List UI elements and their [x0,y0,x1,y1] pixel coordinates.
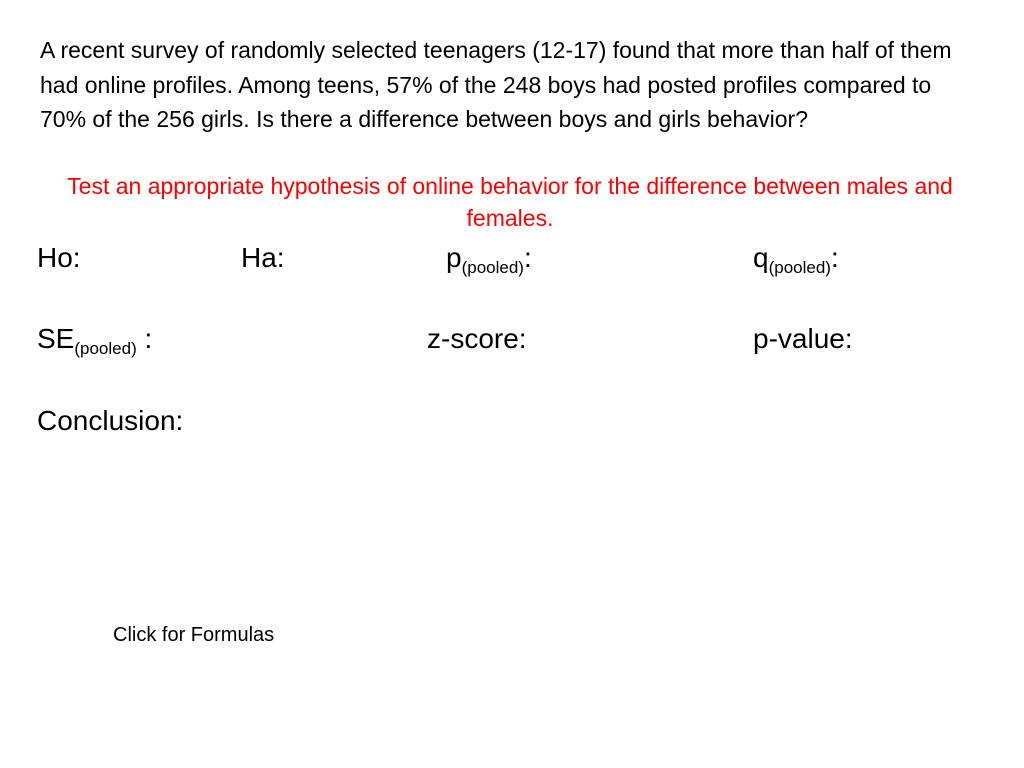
p-pooled-subscript: (pooled) [461,258,524,277]
click-for-formulas-link[interactable]: Click for Formulas [113,624,275,646]
ha-label: Ha: [241,242,285,273]
ho-label: Ho: [37,242,81,273]
problem-statement: A recent survey of randomly selected teenagers (12-17) found that more than half of them had online profiles. Among teens, 57% of the 248 boys had posted profiles compared to 70% of the 256 girls. Is there a difference between boys and girls behavior? [40,37,952,132]
se-pooled-label [37,322,152,356]
task-instruction: Test an appropriate hypothesis of online behavior for the difference between males and females. [67,173,953,231]
z-score-label: z-score: [427,323,527,354]
se-colon: : [136,323,153,354]
p-pooled-main: p [446,242,462,273]
conclusion-label: Conclusion: [37,405,184,436]
q-pooled-colon: : [830,242,839,273]
q-pooled-main: q [753,242,769,273]
p-value-label: p-value: [753,323,853,354]
p-pooled-label [446,241,532,275]
se-subscript: (pooled) [74,339,137,358]
q-pooled-label [753,241,839,275]
se-main: SE [37,323,75,354]
q-pooled-subscript: (pooled) [768,258,831,277]
p-pooled-colon: : [523,242,532,273]
